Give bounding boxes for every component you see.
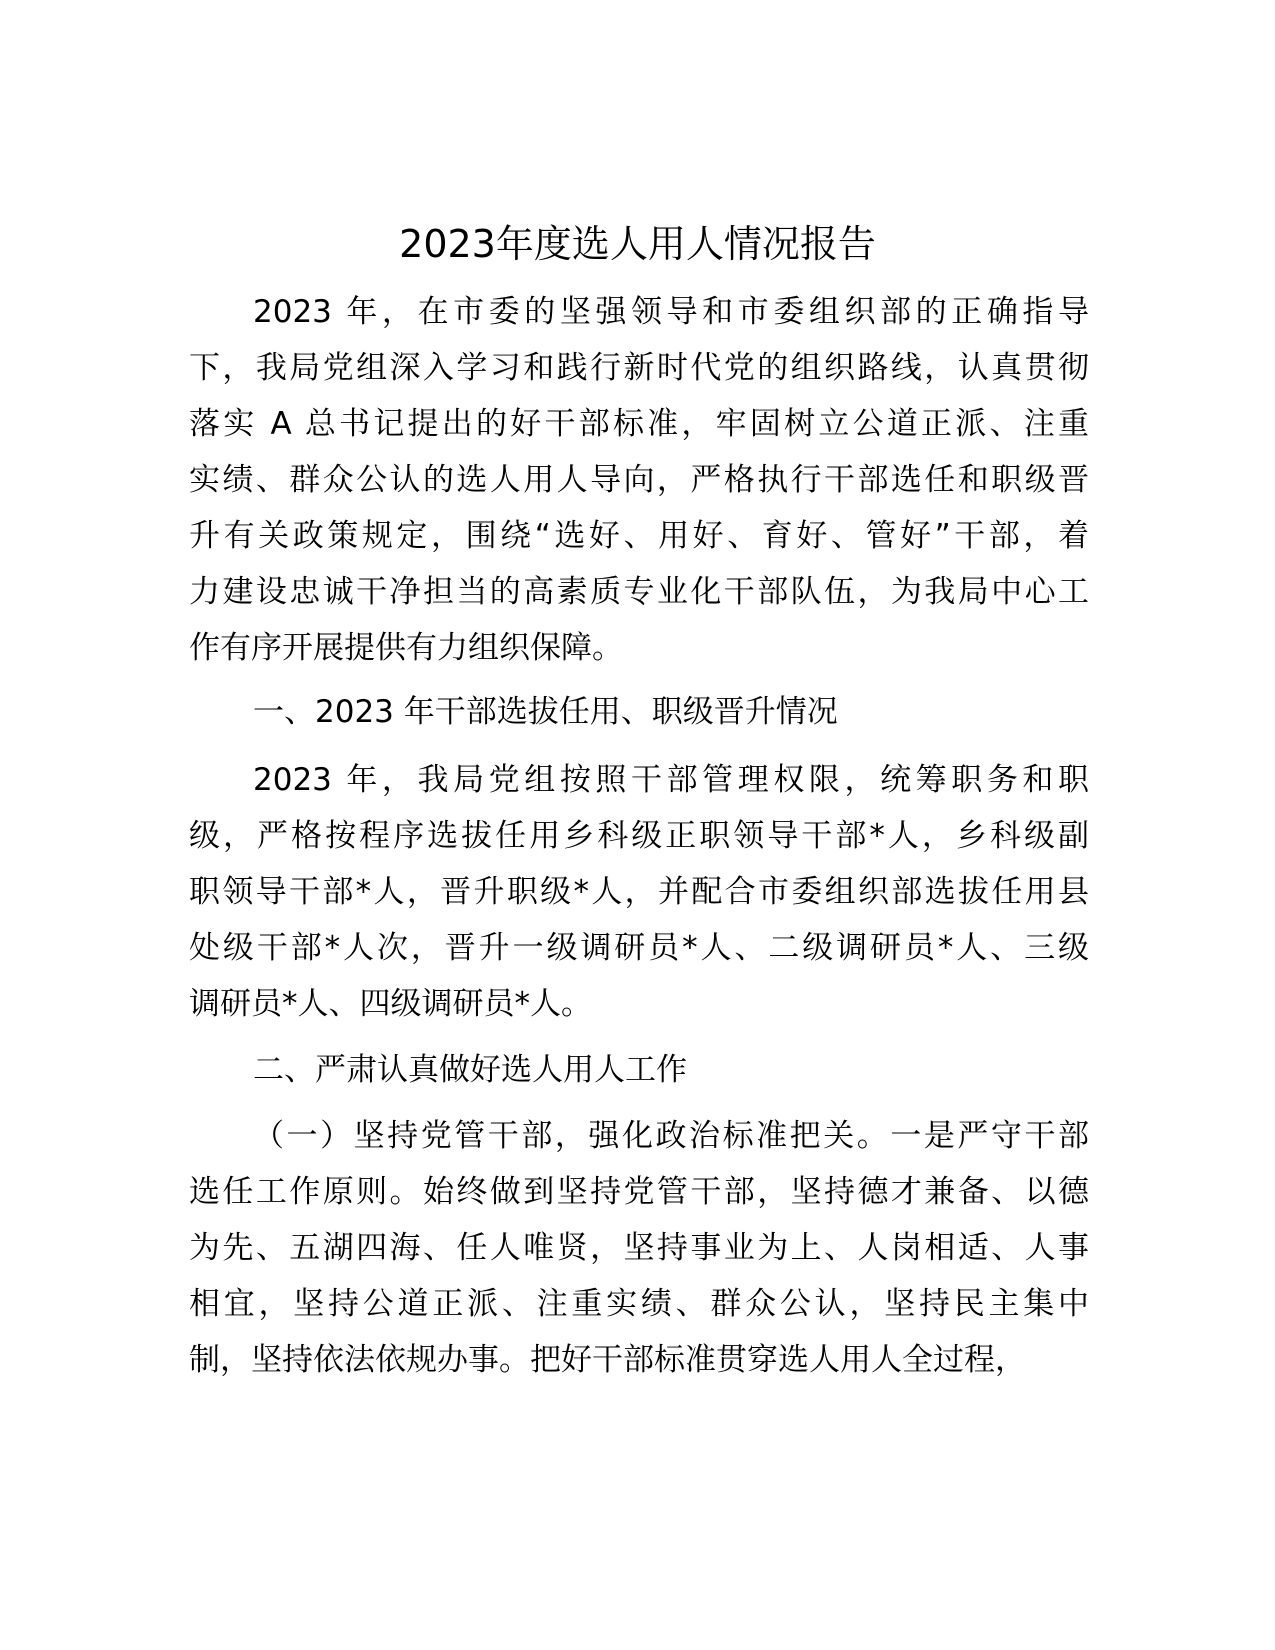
section-heading-1: 一、2023 年干部选拔任用、职级晋升情况 — [253, 694, 838, 730]
paragraph-1-line-2: 下，我局党组深入学习和践行新时代党的组织路线，认真贯彻 — [189, 350, 1089, 386]
paragraph-3-line-4: 相宜，坚持公道正派、注重实绩、群众公认，坚持民主集中 — [189, 1286, 1089, 1322]
paragraph-3-line-5: 制，坚持依法依规办事。把好干部标准贯穿选人用人全过程， — [189, 1342, 1026, 1378]
paragraph-1-line-4: 实绩、群众公认的选人用人导向，严格执行干部选任和职级晋 — [189, 462, 1089, 498]
section-heading-2: 二、严肃认真做好选人用人工作 — [253, 1052, 687, 1088]
document-title: 2023年度选人用人情况报告 — [399, 222, 876, 266]
paragraph-2-line-2: 级，严格按程序选拔任用乡科级正职领导干部*人，乡科级副 — [189, 818, 1089, 854]
paragraph-3-line-3: 为先、五湖四海、任人唯贤，坚持事业为上、人岗相适、人事 — [189, 1230, 1089, 1266]
paragraph-1-line-6: 力建设忠诚干净担当的高素质专业化干部队伍，为我局中心工 — [189, 574, 1089, 610]
paragraph-2-line-5: 调研员*人、四级调研员*人。 — [189, 986, 592, 1022]
paragraph-2-line-4: 处级干部*人次，晋升一级调研员*人、二级调研员*人、三级 — [189, 930, 1089, 966]
paragraph-2-line-1: 2023 年，我局党组按照干部管理权限，统筹职务和职 — [253, 762, 1089, 798]
paragraph-1-line-3: 落实 A 总书记提出的好干部标准，牢固树立公道正派、注重 — [189, 406, 1089, 442]
paragraph-1-line-1: 2023 年，在市委的坚强领导和市委组织部的正确指导 — [253, 294, 1089, 330]
paragraph-3-line-2: 选任工作原则。始终做到坚持党管干部，坚持德才兼备、以德 — [189, 1174, 1089, 1210]
paragraph-2-line-3: 职领导干部*人，晋升职级*人，并配合市委组织部选拔任用县 — [189, 874, 1089, 910]
paragraph-3-line-1: （一）坚持党管干部，强化政治标准把关。一是严守干部 — [253, 1118, 1089, 1154]
paragraph-1-line-5: 升有关政策规定，围绕“选好、用好、育好、管好”干部，着 — [189, 518, 1089, 554]
paragraph-1-line-7: 作有序开展提供有力组织保障。 — [189, 630, 623, 666]
